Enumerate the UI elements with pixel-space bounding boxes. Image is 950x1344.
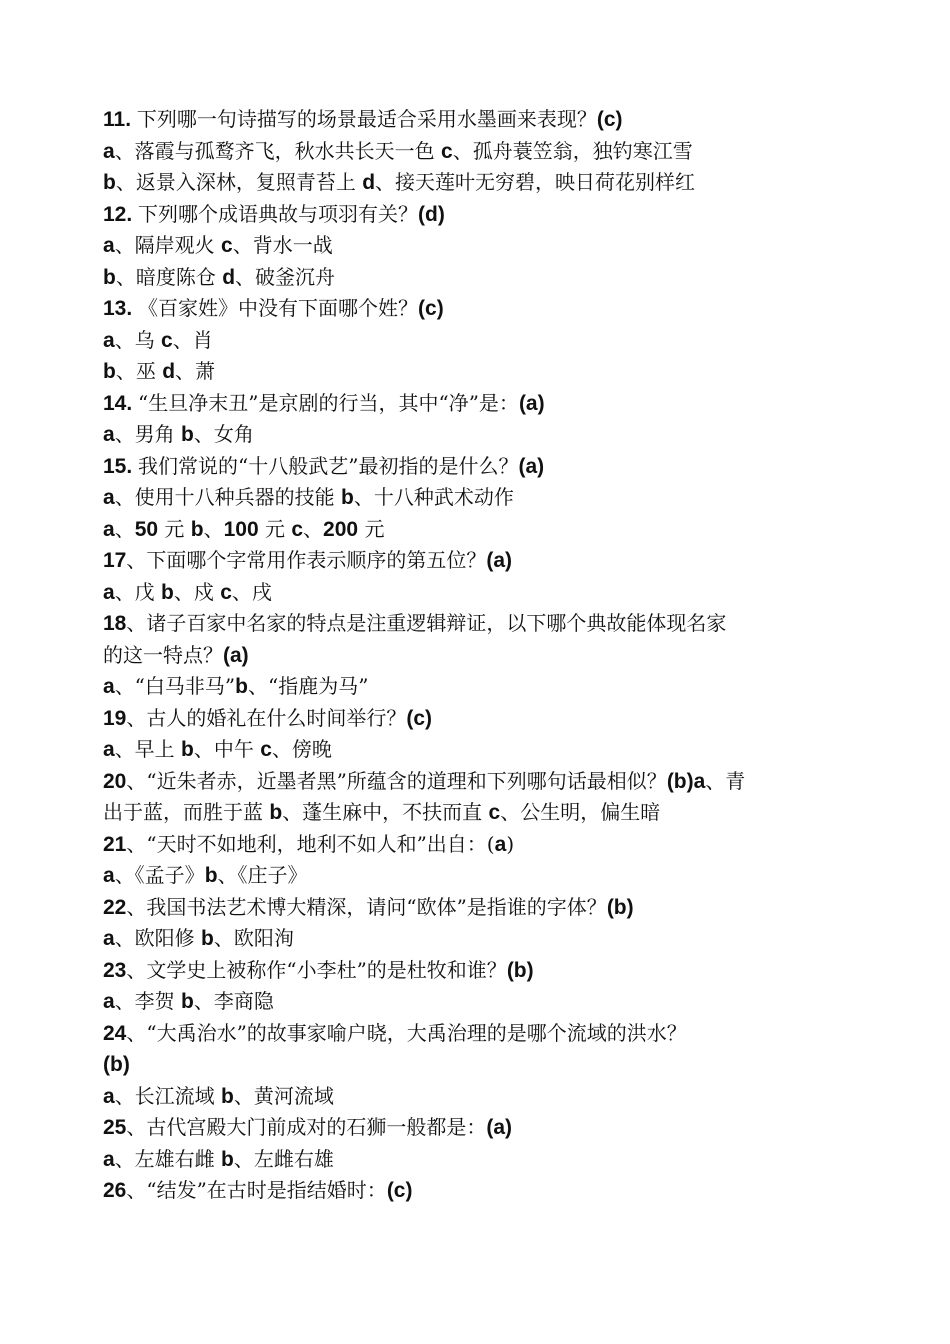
body-text: 、“天时不如地利，地利不如人和”出自：( — [126, 831, 495, 856]
label-text: 23 — [103, 958, 127, 982]
text-line — [103, 860, 863, 892]
body-text: 、左雄右雌 — [114, 1146, 222, 1171]
body-text: 、中午 — [193, 737, 261, 761]
body-text: 、使用十八种兵器的技能 — [114, 485, 342, 509]
text-line — [103, 514, 863, 546]
label-text: b — [190, 517, 204, 541]
text-line — [103, 640, 863, 672]
text-line — [103, 734, 863, 766]
body-text: ) — [506, 831, 515, 856]
label-text: b — [161, 580, 174, 604]
label-text: b — [204, 864, 218, 887]
label-text: a — [103, 517, 115, 541]
body-text: 、青 — [705, 768, 746, 793]
label-text: (a) — [486, 549, 513, 572]
label-text: a — [103, 234, 115, 257]
body-text: 、黄河流域 — [233, 1083, 334, 1108]
body-text: 、隔岸观火 — [114, 233, 222, 257]
body-text: 、《庄子》 — [217, 863, 308, 887]
text-line — [103, 1144, 863, 1176]
body-text: 、古人的婚礼在什么时间举行？ — [126, 705, 407, 730]
body-text: 我们常说的“十八般武艺”最初指的是什么？ — [138, 453, 519, 478]
label-text: d — [222, 265, 236, 289]
text-line — [103, 104, 863, 136]
label-text: (c) — [418, 297, 444, 320]
label-text: b — [181, 738, 194, 761]
body-text: 、“近朱者赤，近墨者黑”所蕴含的道理和下列哪句话最相似？ — [126, 768, 667, 793]
body-text: 、 — [203, 516, 224, 541]
text-line — [103, 388, 863, 420]
body-text: 、“指鹿为马” — [247, 674, 369, 698]
body-text: 、 — [303, 516, 324, 541]
text-line — [103, 703, 863, 735]
label-text: 12. — [103, 202, 139, 226]
body-text: 、《孟子》 — [114, 863, 205, 887]
label-text: 25 — [103, 1116, 127, 1139]
body-text: 、傍晚 — [271, 737, 332, 761]
body-text: 、 — [114, 516, 135, 541]
label-text: (b)a — [666, 769, 706, 793]
label-text: a — [103, 927, 115, 950]
label-text: b — [103, 171, 116, 194]
label-text: 13. — [103, 297, 139, 320]
body-text: 元 — [158, 516, 191, 541]
label-text: a — [494, 832, 507, 856]
label-text: 200 — [323, 517, 359, 541]
text-line — [103, 577, 863, 609]
body-text: 、李商隐 — [193, 989, 274, 1013]
text-line — [103, 797, 863, 829]
body-text: 、古代宫殿大门前成对的石狮一般都是： — [126, 1115, 487, 1139]
label-text: a — [103, 139, 115, 163]
label-text: 19 — [103, 706, 127, 730]
text-line — [103, 829, 863, 861]
body-text: 、戊 — [114, 579, 162, 604]
label-text: a — [103, 486, 115, 509]
body-text: 、落霞与孤鹜齐飞，秋水共长天一色 — [114, 138, 442, 163]
body-text: 、欧阳洵 — [213, 926, 294, 950]
text-line — [103, 136, 863, 168]
body-text: 、“结发”在古时是指结婚时： — [126, 1178, 387, 1202]
body-text: 、接天莲叶无穷碧，映日荷花别样红 — [375, 170, 696, 194]
label-text: (c) — [386, 1179, 413, 1202]
text-line — [103, 262, 863, 294]
label-text: 14. — [103, 391, 139, 415]
text-line — [103, 230, 863, 262]
label-text: 11. — [103, 108, 137, 131]
label-text: a — [103, 1084, 115, 1108]
label-text: a — [103, 990, 115, 1013]
label-text: (b) — [506, 958, 534, 982]
document-body — [103, 104, 863, 1207]
text-line — [103, 325, 863, 357]
label-text: c — [488, 801, 501, 824]
label-text: 15. — [103, 454, 139, 478]
text-line — [103, 1175, 863, 1207]
body-text: 元 — [358, 516, 385, 541]
body-text: 、“白马非马” — [114, 674, 236, 698]
body-text: 下列哪一句诗描写的场景最适合采用水墨画来表现？ — [136, 107, 597, 131]
label-text: 22 — [103, 895, 127, 919]
label-text: 18 — [103, 612, 127, 635]
label-text: 26 — [103, 1179, 127, 1202]
label-text: b — [221, 1084, 234, 1108]
text-line — [103, 955, 863, 987]
label-text: a — [103, 864, 115, 887]
body-text: 、蓬生麻中，不扶而直 — [282, 800, 489, 824]
text-line — [103, 608, 863, 640]
body-text: 、“大禹治水”的故事家喻户晓，大禹治理的是哪个流域的洪水？ — [126, 1020, 687, 1045]
label-text: a — [103, 675, 115, 698]
label-text: b — [103, 265, 116, 289]
body-text: 、公生明，偏生暗 — [500, 800, 661, 824]
body-text: 元 — [258, 516, 292, 541]
body-text: 、下面哪个字常用作表示顺序的第五位？ — [126, 548, 487, 572]
label-text: 20 — [103, 769, 127, 793]
text-line — [103, 1049, 863, 1081]
text-line — [103, 293, 863, 325]
label-text: c — [220, 580, 232, 604]
body-text: 、十八种武术动作 — [353, 485, 514, 509]
label-text: a — [103, 580, 115, 604]
text-line — [103, 419, 863, 451]
body-text: 、诸子百家中名家的特点是注重逻辑辩证，以下哪个典故能体现名家 — [126, 611, 727, 635]
label-text: b — [221, 1147, 234, 1171]
label-text: (a) — [518, 454, 545, 478]
label-text: (c) — [406, 706, 433, 730]
body-text: 、肖 — [172, 327, 213, 352]
body-text: 、萧 — [175, 359, 216, 383]
label-text: b — [201, 927, 214, 950]
text-line — [103, 892, 863, 924]
label-text: 17 — [103, 549, 127, 572]
label-text: a — [103, 423, 115, 446]
label-text: d — [362, 171, 376, 194]
body-text: 、返景入深林，复照青苔上 — [115, 170, 363, 194]
text-line — [103, 1081, 863, 1113]
text-line — [103, 923, 863, 955]
text-line — [103, 482, 863, 514]
label-text: b — [181, 423, 194, 446]
body-text: 、长江流域 — [114, 1083, 222, 1108]
label-text: (a) — [486, 1116, 513, 1139]
body-text: “生旦净末丑”是京剧的行当，其中“净”是： — [138, 390, 519, 415]
body-text: 、左雌右雄 — [233, 1146, 334, 1171]
label-text: 100 — [223, 517, 259, 541]
body-text: 、孤舟蓑笠翁，独钓寒江雪 — [452, 138, 693, 163]
text-line — [103, 199, 863, 231]
body-text: 、女角 — [193, 422, 254, 446]
label-text: 21 — [103, 832, 127, 856]
body-text: 《百家姓》中没有下面哪个姓？ — [138, 296, 419, 320]
body-text: 、男角 — [114, 422, 182, 446]
text-line — [103, 1018, 863, 1050]
body-text: 、巫 — [115, 359, 163, 383]
body-text: 、李贺 — [114, 989, 182, 1013]
text-line — [103, 167, 863, 199]
label-text: b — [235, 675, 248, 698]
text-line — [103, 451, 863, 483]
body-text: 、文学史上被称作“小李杜”的是杜牧和谁？ — [126, 957, 507, 982]
text-line — [103, 766, 863, 798]
body-text: 、暗度陈仓 — [115, 264, 223, 289]
body-text: 、戍 — [173, 579, 221, 604]
text-line — [103, 1112, 863, 1144]
label-text: b — [181, 990, 194, 1013]
label-text: a — [103, 1147, 115, 1171]
body-text: 下列哪个成语典故与项羽有关？ — [138, 201, 419, 226]
text-line — [103, 356, 863, 388]
body-text: 、背水一战 — [232, 233, 333, 257]
label-text: 50 — [134, 517, 159, 541]
body-text: 、乌 — [114, 327, 162, 352]
label-text: c — [291, 517, 304, 541]
text-line — [103, 986, 863, 1018]
label-text: c — [441, 139, 453, 163]
label-text: b — [341, 486, 354, 509]
text-line — [103, 671, 863, 703]
label-text: (b) — [606, 895, 634, 919]
body-text: 、我国书法艺术博大精深，请问“欧体”是指谁的字体？ — [126, 894, 607, 919]
text-line — [103, 545, 863, 577]
label-text: (a) — [223, 643, 249, 667]
label-text: 24 — [103, 1021, 127, 1045]
label-text: (d) — [418, 202, 445, 226]
body-text: 、早上 — [114, 737, 182, 761]
label-text: (c) — [596, 108, 623, 131]
body-text: 、欧阳修 — [114, 926, 202, 950]
label-text: c — [260, 738, 272, 761]
label-text: a — [103, 328, 115, 352]
label-text: b — [103, 360, 116, 383]
label-text: (a) — [518, 391, 545, 415]
label-text: c — [161, 328, 173, 352]
label-text: (b) — [103, 1053, 130, 1076]
label-text: c — [221, 234, 233, 257]
label-text: a — [103, 738, 115, 761]
label-text: d — [162, 360, 176, 383]
body-text: 的这一特点？ — [103, 642, 223, 667]
label-text: b — [269, 801, 283, 824]
body-text: 、破釜沉舟 — [235, 264, 336, 289]
body-text: 、戌 — [231, 579, 272, 604]
body-text: 出于蓝，而胜于蓝 — [103, 800, 270, 824]
